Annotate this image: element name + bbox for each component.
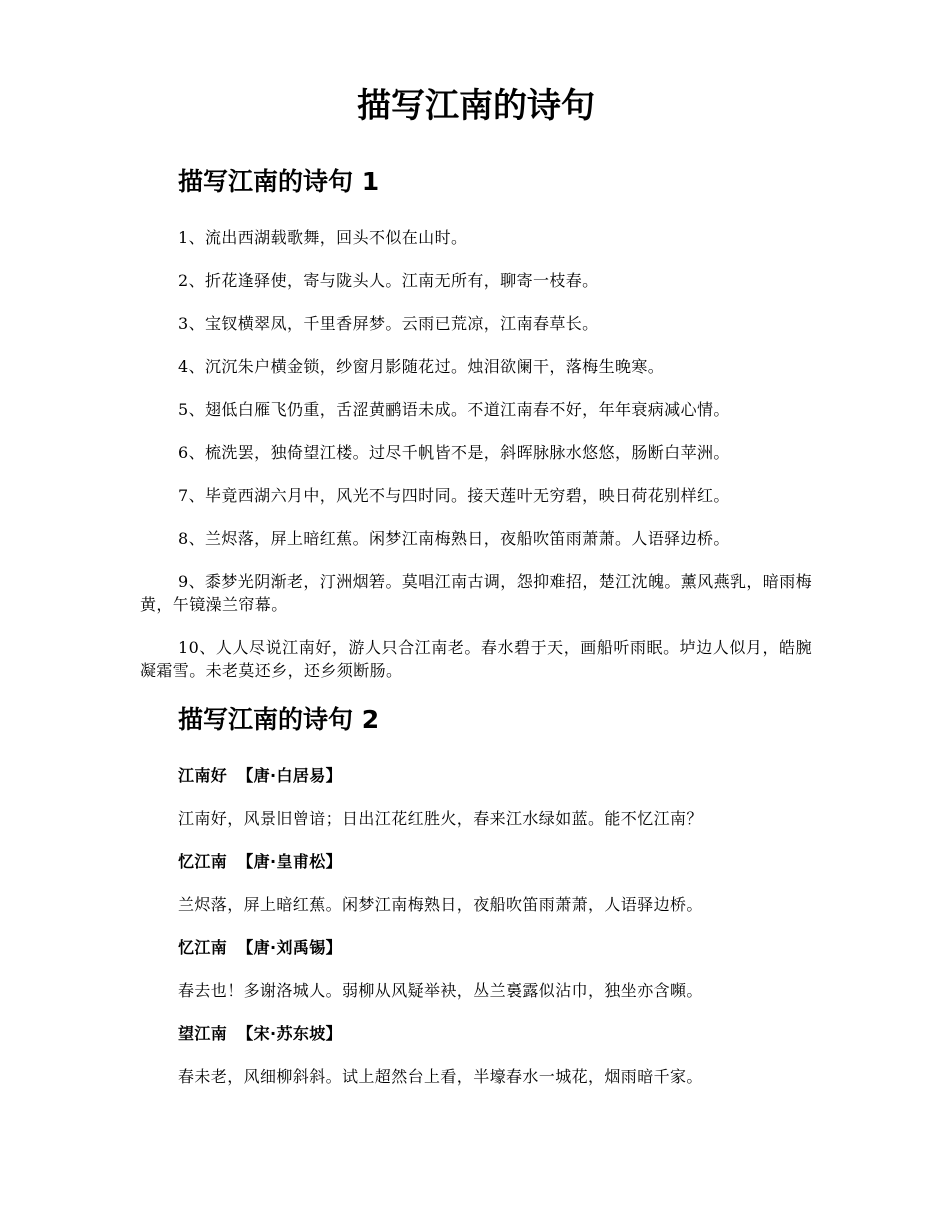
list-item: 10、人人尽说江南好，游人只合江南老。春水碧于天，画船听雨眠。垆边人似月，皓腕凝霜雪。未老莫还乡，还乡须断肠。 (140, 638, 812, 680)
list-item: 7、毕竟西湖六月中，风光不与四时同。接天莲叶无穷碧，映日荷花别样红。 (178, 486, 730, 505)
poem-text: 春未老，风细柳斜斜。试上超然台上看，半壕春水一城花，烟雨暗千家。 (178, 1067, 703, 1086)
poem-author: 【唐·刘禹锡】 (237, 938, 343, 957)
list-item: 4、沉沉朱户横金锁，纱窗月影随花过。烛泪欲阑干，落梅生晚寒。 (178, 357, 665, 376)
section-2-heading: 描写江南的诗句 2 (178, 705, 380, 734)
poem-heading (140, 936, 812, 959)
list-item: 5、翅低白雁飞仍重，舌涩黄鹂语未成。不道江南春不好，年年衰病减心情。 (178, 400, 730, 419)
document-page (140, 0, 812, 1108)
poem-heading (140, 764, 812, 787)
poem-line-list (140, 226, 812, 682)
poem-title: 望江南 (178, 1024, 228, 1043)
poem-entry (140, 1022, 812, 1088)
poem-text: 兰烬落，屏上暗红蕉。闲梦江南梅熟日，夜船吹笛雨萧萧，人语驿边桥。 (178, 895, 703, 914)
document-title: 描写江南的诗句 (357, 86, 595, 126)
poem-heading (140, 1022, 812, 1045)
list-item: 3、宝钗横翠凤，千里香屏梦。云雨已荒凉，江南春草长。 (178, 314, 599, 333)
poem-text: 江南好，风景旧曾谙；日出江花红胜火，春来江水绿如蓝。能不忆江南？ (178, 809, 703, 828)
list-item: 6、梳洗罢，独倚望江楼。过尽千帆皆不是，斜晖脉脉水悠悠，肠断白苹洲。 (178, 443, 730, 462)
poem-author: 【宋·苏东坡】 (237, 1024, 343, 1043)
list-item: 9、黍梦光阴渐老，汀洲烟箬。莫唱江南古调，怨抑难招，楚江沈魄。薰风燕乳，暗雨梅黄，午镜澡兰帘幕。 (140, 572, 812, 614)
poem-entry (140, 936, 812, 1002)
poem-author: 【唐·白居易】 (237, 766, 343, 785)
list-item: 1、流出西湖载歌舞，回头不似在山时。 (178, 228, 468, 247)
list-item: 2、折花逢驿使，寄与陇头人。江南无所有，聊寄一枝春。 (178, 271, 599, 290)
poem-title: 忆江南 (178, 852, 228, 871)
poem-title: 江南好 (178, 766, 228, 785)
poem-author: 【唐·皇甫松】 (237, 852, 343, 871)
poem-heading (140, 850, 812, 873)
section-1-heading: 描写江南的诗句 1 (178, 167, 380, 196)
poem-title: 忆江南 (178, 938, 228, 957)
list-item: 8、兰烬落，屏上暗红蕉。闲梦江南梅熟日，夜船吹笛雨萧萧。人语驿边桥。 (178, 529, 730, 548)
poem-list (140, 764, 812, 1088)
poem-entry (140, 764, 812, 830)
poem-text: 春去也！多谢洛城人。弱柳从风疑举袂，丛兰裛露似沾巾，独坐亦含嚬。 (178, 981, 703, 1000)
poem-entry (140, 850, 812, 916)
